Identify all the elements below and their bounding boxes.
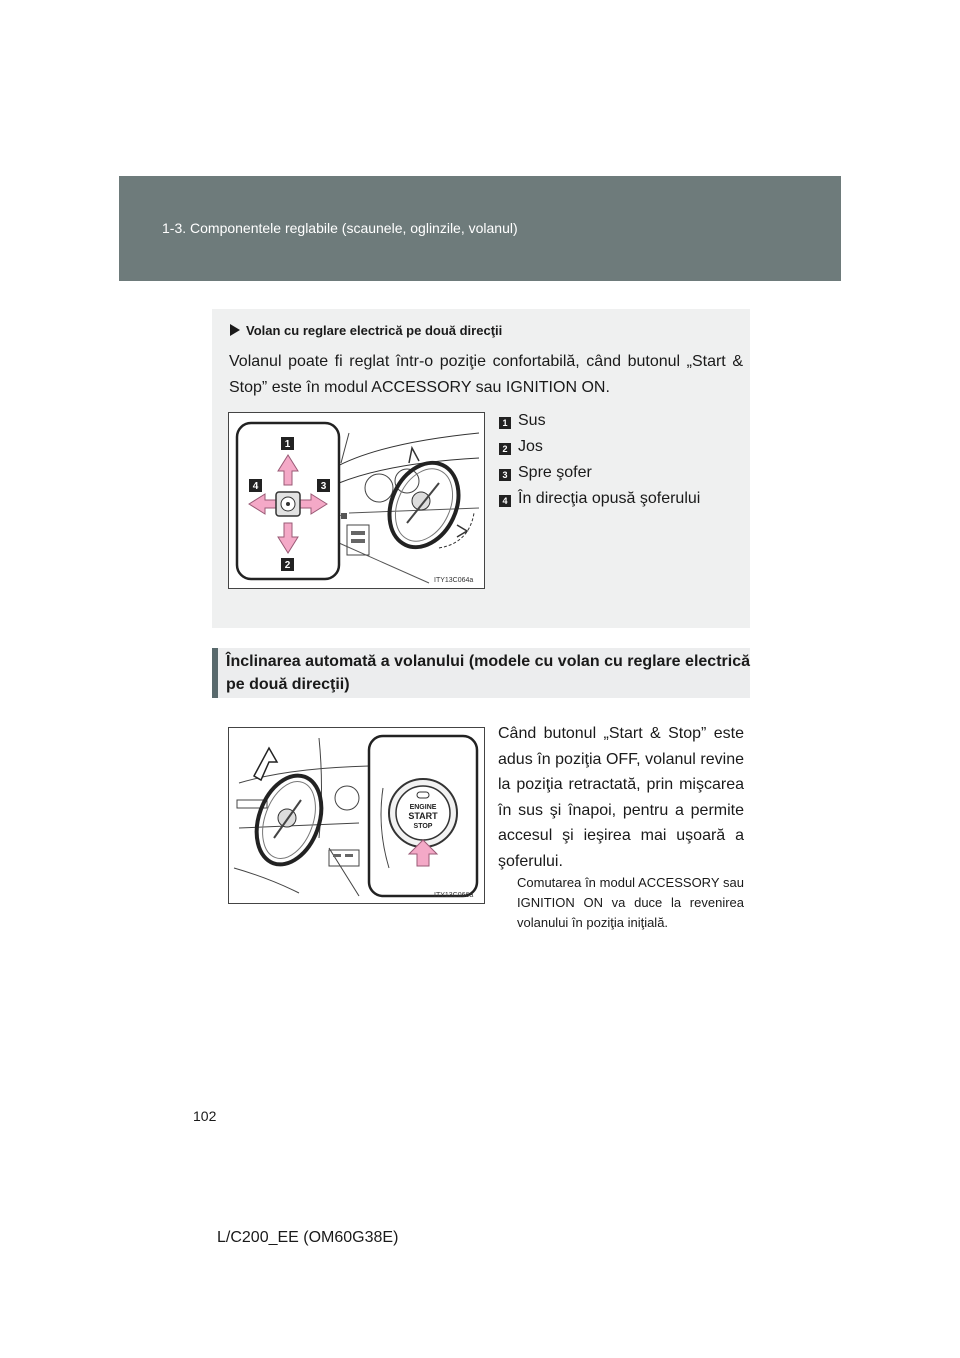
svg-text:3: 3 (320, 481, 327, 492)
svg-text:4: 4 (252, 481, 259, 492)
legend-item-up (499, 409, 749, 435)
legend-item-toward-driver (499, 461, 749, 487)
start-button-label: START (408, 811, 438, 821)
document-code: L/C200_EE (OM60G38E) (217, 1229, 399, 1246)
legend-label: Sus (518, 412, 546, 429)
legend-number: 4 (499, 495, 511, 507)
direction-legend (499, 409, 749, 513)
figure-code: ITY13C064a (434, 577, 474, 584)
triangle-bullet-icon (230, 324, 240, 336)
engine-button-label: ENGINE (409, 804, 437, 811)
legend-number: 3 (499, 469, 511, 481)
section-body: Când butonul „Start & Stop” este adus în poziţia OFF, volanul revine la poziţia retractată, prin mişcarea în sus şi înapoi, pentru a permite accesul şi ieşirea mai uşoară a şoferului. (498, 725, 744, 870)
legend-number: 1 (499, 417, 511, 429)
info-box (212, 309, 750, 628)
section-heading-bar (212, 648, 750, 698)
legend-label: În direcţia opusă şoferului (518, 490, 701, 507)
auto-tilt-illustration (229, 728, 484, 903)
auto-tilt-figure (228, 727, 485, 904)
legend-label: Spre şofer (518, 464, 592, 481)
page-number: 102 (193, 1108, 217, 1124)
steering-adjust-illustration (229, 413, 484, 588)
box-title (230, 323, 502, 338)
legend-number: 2 (499, 443, 511, 455)
box-intro: Volanul poate fi reglat într-o poziţie confortabilă, când butonul „Start & Stop” este în modul ACCESSORY sau IGNITION ON. (229, 353, 743, 396)
legend-item-away-from-driver (499, 487, 749, 513)
section-breadcrumb: 1-3. Componentele reglabile (scaunele, oglinzile, volanul) (162, 220, 518, 236)
stop-button-label: STOP (413, 823, 433, 830)
legend-label: Jos (518, 438, 543, 455)
svg-text:2: 2 (284, 560, 291, 571)
box-title-text: Volan cu reglare electrică pe două direcţii (246, 323, 503, 338)
figure-code: ITY13C066a (434, 892, 474, 899)
steering-adjust-figure (228, 412, 485, 589)
section-note: Comutarea în modul ACCESSORY sau IGNITION ON va duce la revenirea volanului în poziţia iniţială. (517, 875, 744, 930)
section-title: Înclinarea automată a volanului (modele cu volan cu reglare electrică pe două direcţii) (226, 653, 750, 693)
svg-text:1: 1 (284, 439, 291, 450)
legend-item-down (499, 435, 749, 461)
page-header (119, 176, 841, 281)
